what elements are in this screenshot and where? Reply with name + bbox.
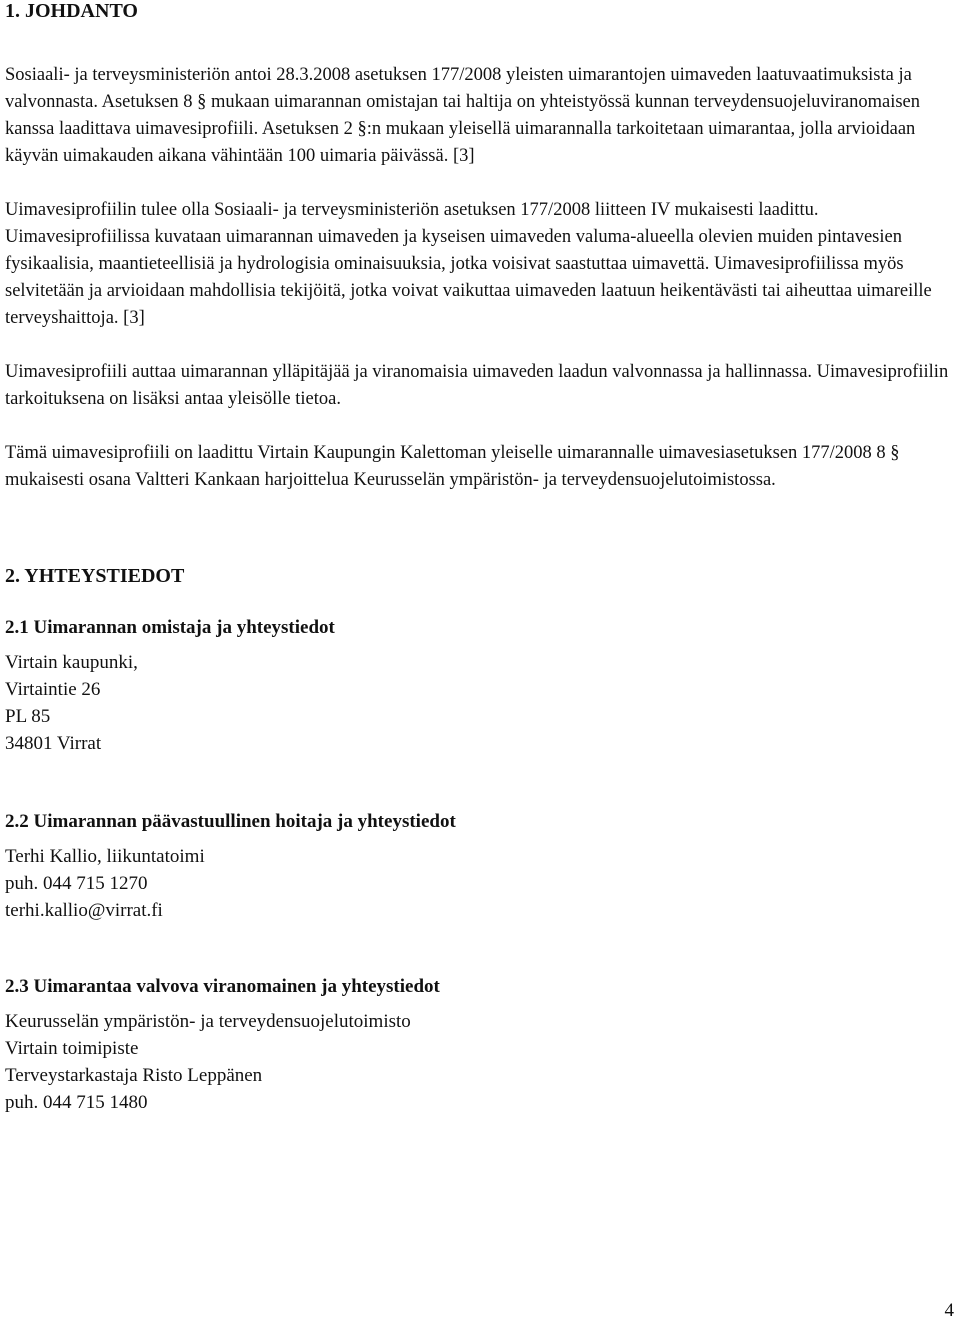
section-heading-johdanto: 1. JOHDANTO bbox=[5, 0, 138, 22]
authority-line: Terveystarkastaja Risto Leppänen bbox=[5, 1065, 263, 1086]
owner-line: 34801 Virrat bbox=[5, 733, 102, 754]
subheading-hoitaja: 2.2 Uimarannan päävastuullinen hoitaja ja yhteystiedot bbox=[5, 811, 456, 832]
manager-line: puh. 044 715 1270 bbox=[5, 873, 148, 894]
paragraph-tama-profiili: Tämä uimavesiprofiili on laadittu Virtain Kaupungin Kalettoman yleiselle uimarannalle uimavesiasetuksen 177/2008 8 § mukaisesti osana Valtteri Kankaan harjoittelua Keurusselän ympäristön- ja terveydensuojelutoimistossa. bbox=[5, 443, 900, 490]
subheading-omistaja: 2.1 Uimarannan omistaja ja yhteystiedot bbox=[5, 617, 335, 638]
manager-email[interactable]: terhi.kallio@virrat.fi bbox=[5, 900, 163, 921]
paragraph-uimavesiprofiili-sisalto: Uimavesiprofiilin tulee olla Sosiaali- ja terveysministeriön asetuksen 177/2008 liitteen IV mukaisesti laadittu. Uimavesiprofiilissa kuvataan uimarannan uimaveden ja kyseisen uimaveden valuma-alueella olevien muiden pintavesien fysikaalisia, maantieteellisiä ja hydrologisia ominaisuuksia, jotka voisivat saastuttaa uimavettä. Uimavesiprofiilissa myös selvitetään ja arvioidaan mahdollisia tekijöitä, jotka voivat vaikuttaa uimaveden laatuun heikentävästi tai aiheuttaa uimareille terveyshaittoja. [3] bbox=[5, 200, 932, 328]
owner-line: Virtain kaupunki, bbox=[5, 652, 138, 673]
section-heading-yhteystiedot: 2. YHTEYSTIEDOT bbox=[5, 565, 185, 587]
authority-line: puh. 044 715 1480 bbox=[5, 1092, 148, 1113]
manager-contact-block bbox=[5, 843, 955, 924]
subheading-viranomainen: 2.3 Uimarantaa valvova viranomainen ja yhteystiedot bbox=[5, 976, 440, 997]
authority-contact-block bbox=[5, 1008, 955, 1116]
paragraph-uimavesiprofiili-tarkoitus: Uimavesiprofiili auttaa uimarannan ylläpitäjää ja viranomaisia uimaveden laadun valvonnassa ja hallinnassa. Uimavesiprofiilin tarkoituksena on lisäksi antaa yleisölle tietoa. bbox=[5, 362, 949, 409]
owner-contact-block bbox=[5, 649, 955, 757]
page-number: 4 bbox=[944, 1300, 954, 1321]
document-page bbox=[5, 0, 955, 1116]
authority-line: Virtain toimipiste bbox=[5, 1038, 139, 1059]
manager-line: Terhi Kallio, liikuntatoimi bbox=[5, 846, 205, 867]
owner-line: PL 85 bbox=[5, 706, 51, 727]
authority-line: Keurusselän ympäristön- ja terveydensuojelutoimisto bbox=[5, 1011, 411, 1032]
paragraph-asetus: Sosiaali- ja terveysministeriön antoi 28.3.2008 asetuksen 177/2008 yleisten uimarantojen uimaveden laatuvaatimuksista ja valvonnasta. Asetuksen 8 § mukaan uimarannan omistajan tai haltija on yhteistyössä kunnan terveydensuojeluviranomaisen kanssa laadittava uimavesiprofiili. Asetuksen 2 §:n mukaan yleisellä uimarannalla tarkoitetaan uimarantaa, jolla arvioidaan käyvän uimakauden aikana vähintään 100 uimaria päivässä. [3] bbox=[5, 65, 921, 166]
owner-line: Virtaintie 26 bbox=[5, 679, 101, 700]
